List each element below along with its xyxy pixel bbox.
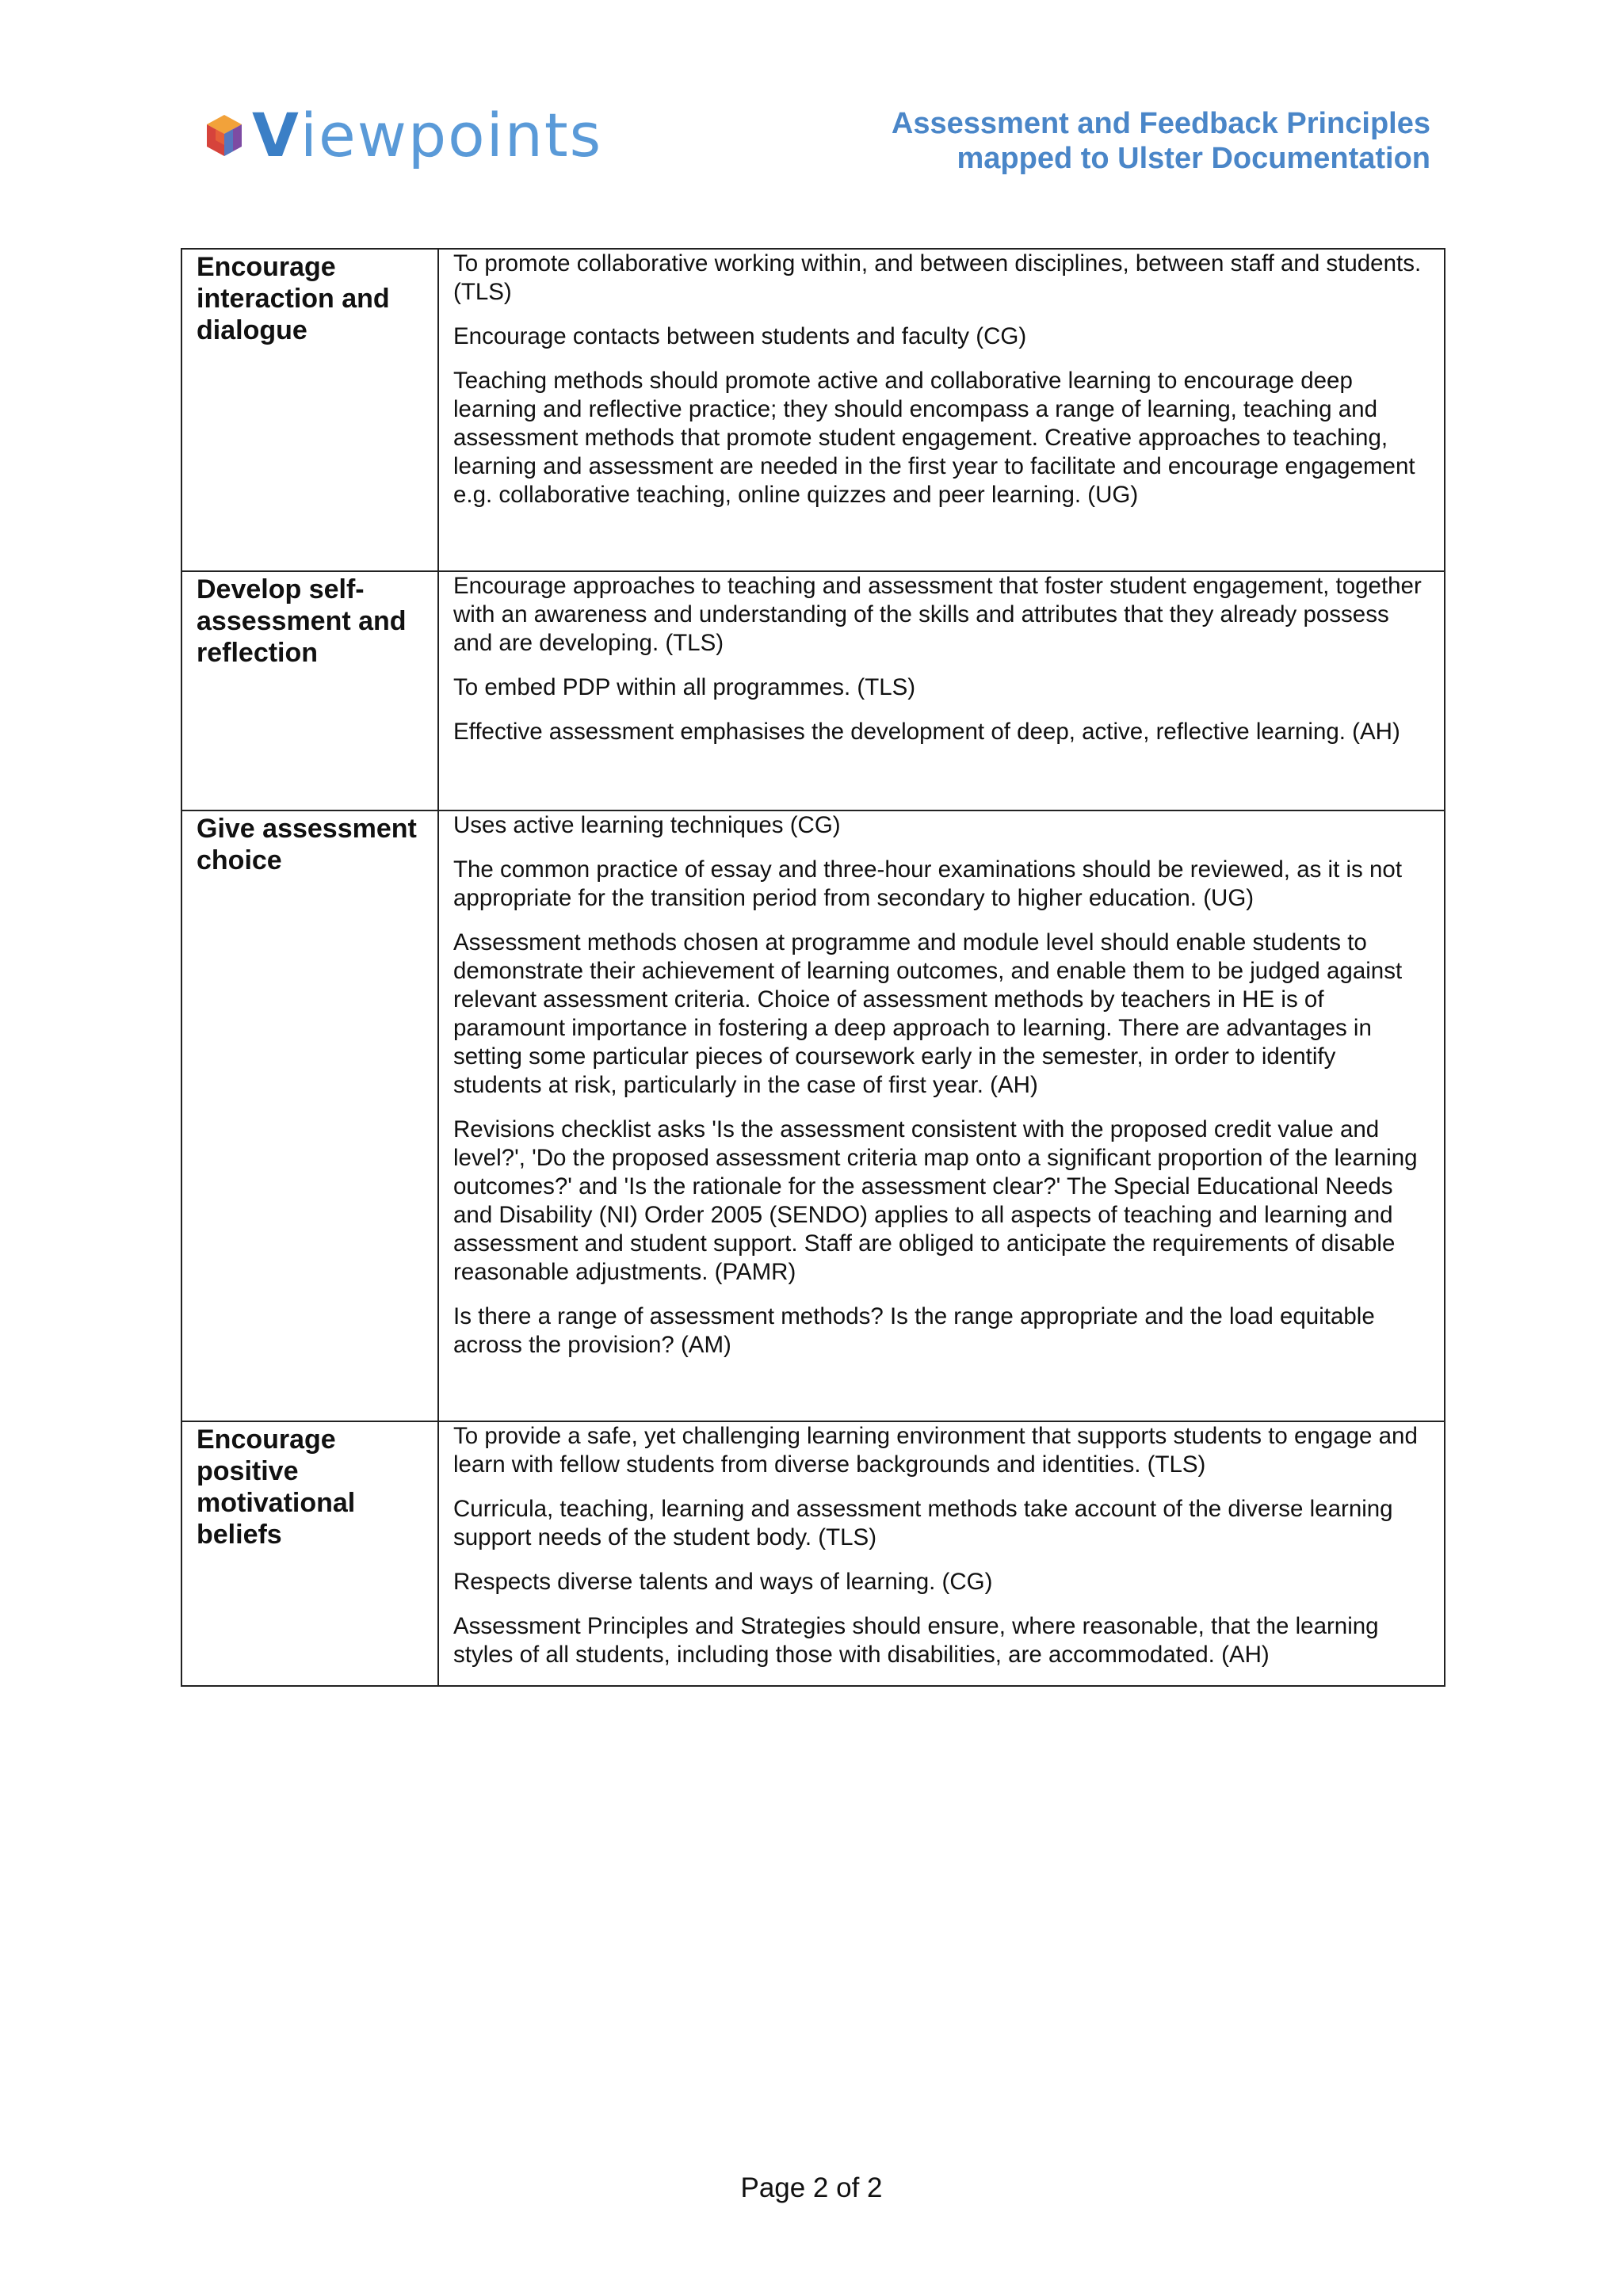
- table-row: [181, 249, 1445, 571]
- detail-paragraph: Curricula, teaching, learning and assessment methods take account of the diverse learning support needs of the student body. (TLS): [453, 1496, 1393, 1550]
- page-number: Page 2 of 2: [740, 2172, 883, 2203]
- principle-label: Encourage positive motivational beliefs: [181, 1421, 438, 1686]
- principle-label: Develop self-assessment and reflection: [181, 571, 438, 810]
- document-title: [717, 106, 1430, 176]
- detail-paragraph: Effective assessment emphasises the development of deep, active, reflective learning. (AH): [453, 719, 1400, 745]
- principle-label: Encourage interaction and dialogue: [181, 249, 438, 571]
- principle-detail: [438, 1421, 1445, 1686]
- document-title-line-2: mapped to Ulster Documentation: [957, 142, 1430, 175]
- principle-detail: [438, 571, 1445, 810]
- logo-wordmark-initial: V: [252, 100, 300, 170]
- logo-cube-icon: [204, 113, 244, 158]
- principle-label: Give assessment choice: [181, 810, 438, 1421]
- detail-paragraph: Revisions checklist asks 'Is the assessment consistent with the proposed credit value and level?', 'Do the proposed assessment criteria map onto a significant proportion of the learning outcomes?' and 'Is the rationale for the assessment clear?' The Special Educational Needs and Disability (NI) Order 2005 (SENDO) applies to all aspects of teaching and learning and assessment and student support. Staff are obliged to anticipate the requirements of disable reasonable adjustments. (PAMR): [453, 1116, 1418, 1285]
- viewpoints-logo: [204, 100, 602, 171]
- principle-detail: [438, 810, 1445, 1421]
- principles-mapping-table: [181, 248, 1445, 1687]
- table-row: [181, 571, 1445, 810]
- detail-paragraph: Encourage approaches to teaching and assessment that foster student engagement, together with an awareness and understanding of the skills and attributes that they already possess and are developing. (TLS): [453, 573, 1422, 656]
- table-row: [181, 810, 1445, 1421]
- logo-wordmark-rest: iewpoints: [300, 100, 603, 170]
- detail-paragraph: To provide a safe, yet challenging learning environment that supports students to engage and learn with fellow students from diverse backgrounds and identities. (TLS): [453, 1423, 1418, 1478]
- detail-paragraph: Assessment methods chosen at programme and module level should enable students to demonstrate their achievement of learning outcomes, and enable them to be judged against relevant assessment criteria. Choice of assessment methods by teachers in HE is of paramount importance in fostering a deep approach to learning. There are advantages in setting some particular pieces of coursework early in the semester, in order to identify students at risk, particularly in the case of first year. (AH): [453, 929, 1403, 1098]
- principle-detail: [438, 249, 1445, 571]
- detail-paragraph: To promote collaborative working within, and between disciplines, between staff and students. (TLS): [453, 250, 1422, 305]
- detail-paragraph: Uses active learning techniques (CG): [453, 812, 841, 838]
- detail-paragraph: Respects diverse talents and ways of learning. (CG): [453, 1569, 993, 1595]
- document-title-line-1: Assessment and Feedback Principles: [891, 107, 1430, 140]
- detail-paragraph: Is there a range of assessment methods? Is the range appropriate and the load equitable across the provision? (AM): [453, 1303, 1375, 1358]
- logo-wordmark: [252, 100, 603, 170]
- detail-paragraph: To embed PDP within all programmes. (TLS): [453, 674, 916, 700]
- detail-paragraph: Teaching methods should promote active and collaborative learning to encourage deep learning and reflective practice; they should encompass a range of learning, teaching and assessment methods that promote student engagement. Creative approaches to teaching, learning and assessment are needed in the first year to facilitate and encourage engagement e.g. collaborative teaching, online quizzes and peer learning. (UG): [453, 368, 1415, 508]
- detail-paragraph: The common practice of essay and three-hour examinations should be reviewed, as it is not appropriate for the transition period from secondary to higher education. (UG): [453, 856, 1403, 911]
- detail-paragraph: Encourage contacts between students and faculty (CG): [453, 323, 1027, 349]
- detail-paragraph: Assessment Principles and Strategies should ensure, where reasonable, that the learning styles of all students, including those with disabilities, are accommodated. (AH): [453, 1613, 1379, 1668]
- table-row: [181, 1421, 1445, 1686]
